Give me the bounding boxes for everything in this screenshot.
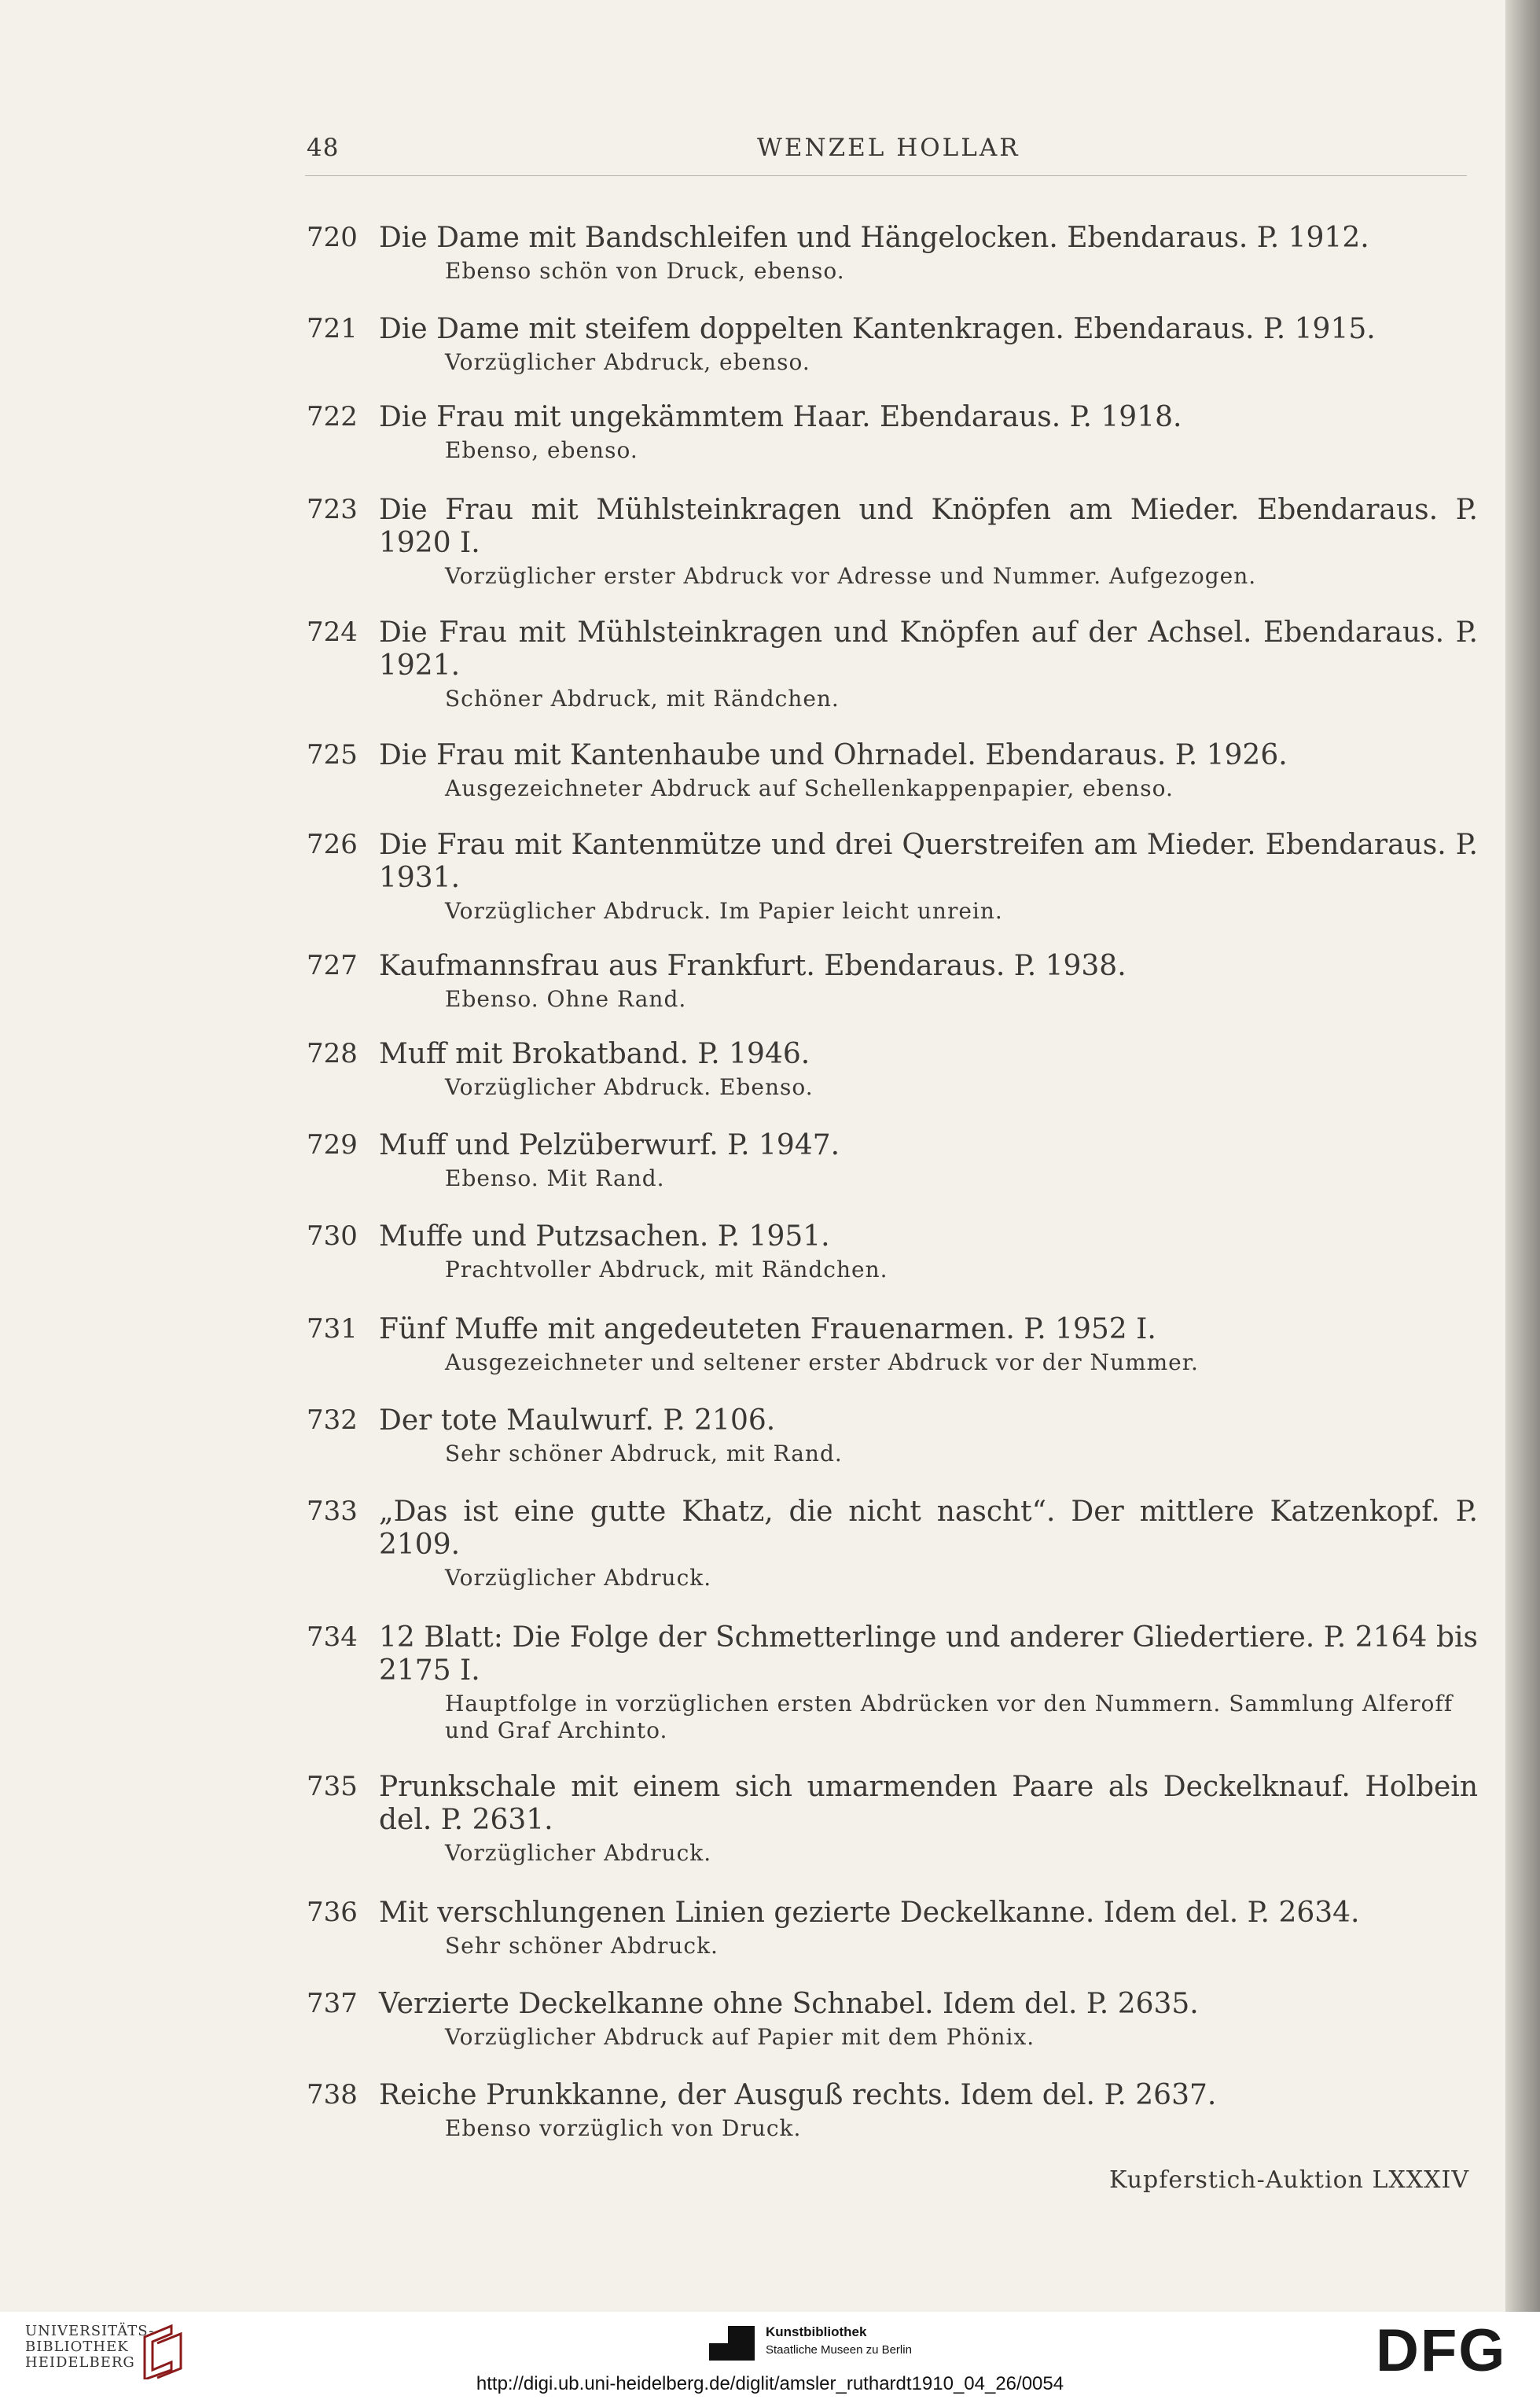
entry-note: Ebenso schön von Druck, ebenso. [445,258,845,284]
entry-title: Die Dame mit Bandschleifen und Hängelocken. Ebendaraus. P. 1912. [379,222,1369,254]
entry-number: 731 [307,1313,358,1345]
entry-note: Vorzüglicher Abdruck. [445,1840,712,1866]
entry-number: 726 [307,829,358,860]
dfg-logo: DFG [1376,2317,1507,2384]
library-subtitle: Staatliche Museen zu Berlin [766,2343,912,2357]
entry-number: 721 [307,313,358,344]
catalog-entry [307,1404,1478,1467]
source-url-link[interactable]: http://digi.ub.uni-heidelberg.de/diglit/amsler_ruthardt1910_04_26/0054 [476,2373,1064,2394]
entry-number: 727 [307,950,358,981]
university-line: HEIDELBERG [25,2354,135,2371]
entry-title: Prunkschale mit einem sich umarmenden Paare als Deckelknauf. Holbein del. P. 2631. [379,1771,1478,1836]
catalog-entry [307,1771,1478,1867]
entry-title: Die Dame mit steifem doppelten Kantenkragen. Ebendaraus. P. 1915. [379,313,1376,345]
entry-note: Ebenso. Ohne Rand. [445,986,687,1012]
catalog-entry [307,1621,1478,1744]
entry-title: Die Frau mit Kantenmütze und drei Querstreifen am Mieder. Ebendaraus. P. 1931. [379,829,1478,894]
catalog-entry [307,1988,1478,2051]
university-library-label [25,2324,154,2371]
entry-number: 729 [307,1129,358,1161]
entry-number: 736 [307,1897,358,1928]
entry-number: 735 [307,1771,358,1802]
catalog-entry [307,222,1478,285]
entry-number: 720 [307,222,358,253]
entry-title: Muff und Pelzüberwurf. P. 1947. [379,1129,840,1161]
entry-note: Sehr schöner Abdruck. [445,1933,719,1959]
catalog-entry [307,1038,1478,1101]
entry-note: Vorzüglicher Abdruck auf Papier mit dem Phönix. [445,2024,1035,2050]
entry-number: 732 [307,1404,358,1436]
auction-signature: Kupferstich-Auktion LXXXIV [1108,2166,1469,2194]
entry-title: 12 Blatt: Die Folge der Schmetterlinge und anderer Gliedertiere. P. 2164 bis 2175 I. [379,1621,1478,1687]
catalog-entry [307,2079,1478,2142]
entry-title: Die Frau mit Kantenhaube und Ohrnadel. Ebendaraus. P. 1926. [379,739,1288,771]
catalog-entry [307,616,1478,712]
catalog-entry [307,950,1478,1013]
catalog-entry [307,401,1478,464]
entry-title: Verzierte Deckelkanne ohne Schnabel. Idem del. P. 2635. [379,1988,1199,2020]
entry-number: 725 [307,739,358,771]
entry-title: Mit verschlungenen Linien gezierte Deckelkanne. Idem del. P. 2634. [379,1897,1360,1929]
entry-note: Vorzüglicher Abdruck. Im Papier leicht unrein. [445,898,1003,924]
university-line: UNIVERSITÄTS- [25,2323,155,2339]
entry-title: Kaufmannsfrau aus Frankfurt. Ebendaraus. P. 1938. [379,950,1127,982]
entry-note: Sehr schöner Abdruck, mit Rand. [445,1441,843,1466]
entry-note: Prachtvoller Abdruck, mit Rändchen. [445,1257,888,1282]
entry-note: Vorzüglicher Abdruck, ebenso. [445,349,810,375]
header-rule [305,175,1467,176]
entry-number: 723 [307,494,358,525]
catalog-entry [307,829,1478,925]
kunstbibliothek-logo-icon [704,2321,759,2368]
entry-note: Schöner Abdruck, mit Rändchen. [445,686,840,712]
entry-number: 737 [307,1988,358,2019]
entry-title: Die Frau mit Mühlsteinkragen und Knöpfen am Mieder. Ebendaraus. P. 1920 I. [379,494,1478,559]
library-title: Kunstbibliothek [766,2324,867,2339]
entry-number: 730 [307,1220,358,1252]
entry-note: Vorzüglicher Abdruck. Ebenso. [445,1074,814,1100]
entry-number: 722 [307,401,358,432]
entry-number: 733 [307,1496,358,1527]
entry-title: „Das ist eine gutte Khatz, die nicht nascht“. Der mittlere Katzenkopf. P. 2109. [379,1496,1478,1561]
catalog-entry [307,739,1478,802]
entry-title: Die Frau mit Mühlsteinkragen und Knöpfen auf der Achsel. Ebendaraus. P. 1921. [379,616,1478,682]
catalog-entry [307,1220,1478,1283]
entry-title: Fünf Muffe mit angedeuteten Frauenarmen. P. 1952 I. [379,1313,1156,1345]
entry-title: Muffe und Putzsachen. P. 1951. [379,1220,830,1253]
entry-number: 734 [307,1621,358,1653]
entry-number: 738 [307,2079,358,2110]
catalog-entry [307,494,1478,590]
entry-note: Vorzüglicher erster Abdruck vor Adresse und Nummer. Aufgezogen. [445,563,1257,589]
university-line: BIBLIOTHEK [25,2339,129,2355]
entry-note: Hauptfolge in vorzüglichen ersten Abdrücken vor den Nummern. Sammlung Alferoff und Graf Archinto. [445,1691,1454,1743]
entry-note: Ausgezeichneter und seltener erster Abdruck vor der Nummer. [445,1349,1199,1375]
catalog-entry [307,1496,1478,1592]
page-number: 48 [307,134,340,162]
entry-title: Muff mit Brokatband. P. 1946. [379,1038,810,1070]
catalog-entry [307,1313,1478,1376]
entry-title: Die Frau mit ungekämmtem Haar. Ebendaraus. P. 1918. [379,401,1182,433]
entry-title: Der tote Maulwurf. P. 2106. [379,1404,776,1437]
entry-title: Reiche Prunkkanne, der Ausguß rechts. Idem del. P. 2637. [379,2079,1217,2111]
entry-number: 724 [307,616,358,648]
running-title: WENZEL HOLLAR [757,134,1020,162]
entry-note: Vorzüglicher Abdruck. [445,1565,712,1591]
book-spine-shadow [1505,0,1540,2312]
catalog-entry [307,1897,1478,1960]
catalog-entry [307,313,1478,376]
entry-note: Ausgezeichneter Abdruck auf Schellenkappenpapier, ebenso. [445,775,1174,801]
entry-note: Ebenso, ebenso. [445,437,638,463]
entry-note: Ebenso vorzüglich von Druck. [445,2115,802,2141]
catalog-entry [307,1129,1478,1192]
entry-number: 728 [307,1038,358,1069]
entry-note: Ebenso. Mit Rand. [445,1165,665,1191]
